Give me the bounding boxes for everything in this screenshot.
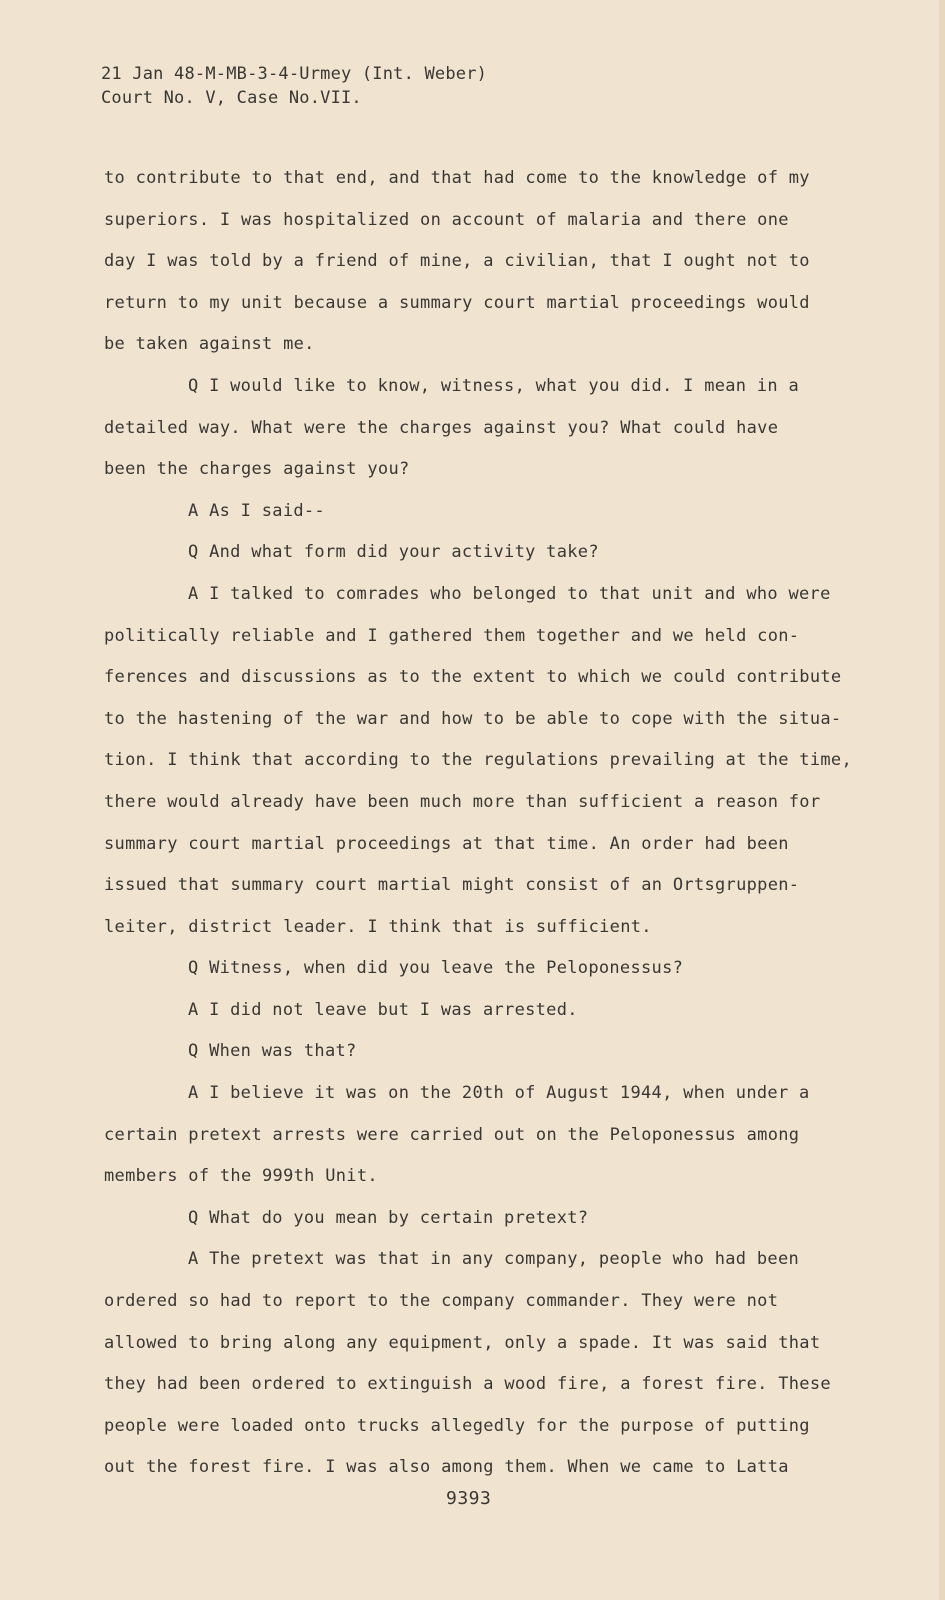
transcript-line: superiors. I was hospitalized on account of malaria and there one [104, 209, 789, 230]
transcript-line: A The pretext was that in any company, people who had been [188, 1249, 800, 1270]
transcript-line: A I talked to comrades who belonged to that unit and who were [188, 583, 831, 604]
transcript-line: A I believe it was on the 20th of August 1944, when under a [188, 1083, 810, 1104]
document-header [101, 62, 487, 110]
transcript-line: A I did not leave but I was arrested. [188, 999, 578, 1020]
header-line-1: 21 Jan 48-M-MB-3-4-Urmey (Int. Weber) [101, 64, 488, 84]
transcript-line: Q When was that? [188, 1041, 357, 1062]
page-number: 9393 [446, 1488, 492, 1509]
transcript-line: issued that summary court martial might consist of an Ortsgruppen- [104, 875, 800, 896]
transcript-line: Q And what form did your activity take? [188, 542, 599, 563]
transcript-line: day I was told by a friend of mine, a civilian, that I ought not to [104, 251, 810, 272]
transcript-line: A As I said-- [188, 500, 325, 521]
transcript-line: there would already have been much more than sufficient a reason for [104, 791, 821, 812]
transcript-line: ferences and discussions as to the extent to which we could contribute [104, 667, 842, 688]
header-line-2: Court No. V, Case No.VII. [101, 88, 362, 108]
transcript-line: allowed to bring along any equipment, only a spade. It was said that [104, 1332, 821, 1353]
transcript-line: out the forest fire. I was also among them. When we came to Latta [104, 1457, 789, 1478]
transcript-line: be taken against me. [104, 334, 315, 355]
transcript-line: people were loaded onto trucks allegedly for the purpose of putting [104, 1415, 810, 1436]
transcript-line: summary court martial proceedings at that time. An order had been [104, 833, 789, 854]
transcript-line: detailed way. What were the charges against you? What could have [104, 417, 779, 438]
transcript-line: members of the 999th Unit. [104, 1166, 378, 1187]
transcript-line: leiter, district leader. I think that is sufficient. [104, 916, 652, 937]
transcript-line: return to my unit because a summary court martial proceedings would [104, 292, 810, 313]
transcript-line: certain pretext arrests were carried out on the Peloponessus among [104, 1124, 800, 1145]
transcript-line: Q What do you mean by certain pretext? [188, 1207, 589, 1228]
transcript-line: politically reliable and I gathered them together and we held con- [104, 625, 800, 646]
transcript-line: to the hastening of the war and how to be able to cope with the situa- [104, 708, 842, 729]
transcript-line: Q Witness, when did you leave the Peloponessus? [188, 958, 684, 979]
transcript-line: ordered so had to report to the company commander. They were not [104, 1291, 779, 1312]
transcript-body [104, 158, 864, 1489]
transcript-line: tion. I think that according to the regulations prevailing at the time, [104, 750, 852, 771]
transcript-line: they had been ordered to extinguish a wood fire, a forest fire. These [104, 1374, 831, 1395]
transcript-line: to contribute to that end, and that had come to the knowledge of my [104, 168, 810, 188]
transcript-line: Q I would like to know, witness, what you did. I mean in a [188, 375, 800, 396]
transcript-line: been the charges against you? [104, 459, 410, 480]
